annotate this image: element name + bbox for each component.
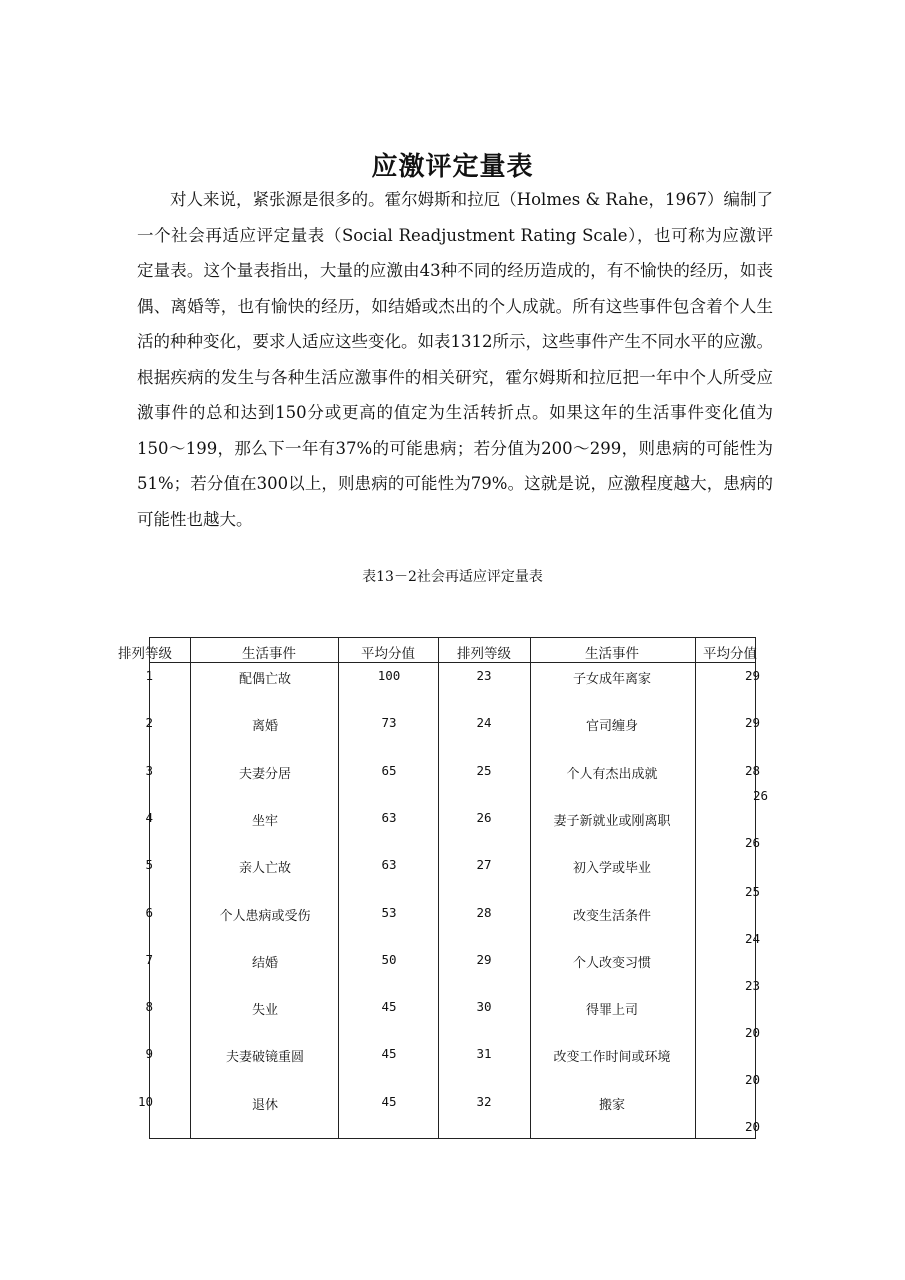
paragraph-text: 对人来说，紧张源是很多的。霍尔姆斯和拉厄（Holmes & Rahe，1967）编制了一个社会再适应评定量表（Social Readjustment Rating Scale），也可称为应激评定量表。这个量表指出，大量的应激由43种不同的经历造成的，有不愉快的经历，如丧偶、离婚等，也有愉快的经历，如结婚或杰出的个人成就。所有这些事件包含着个人生活的种种变化，要求人适应这些变化。如表1312所示，这些事件产生不同水平的应激。根据疾病的发生与各种生活应激事件的相关研究，霍尔姆斯和拉厄把一年中个人所受应激事件的总和达到150分或更高的值定为生活转折点。如果这年的生活事件变化值为150～199，那么下一年有37%的可能患病；若分值为200～299，则患病的可能性为51%；若分值在300以上，则患病的可能性为79%。这就是说，应激程度越大，患病的可能性也越大。	[137, 190, 773, 529]
score-cell: 63	[381, 857, 397, 873]
rank-cell: 27	[476, 857, 492, 873]
rank-cell: 29	[476, 951, 492, 967]
score-cell: 45	[381, 999, 397, 1015]
rank-cell: 1	[145, 668, 153, 683]
score-cell: 20	[745, 1025, 761, 1040]
event-cell: 个人有杰出成就	[566, 766, 658, 782]
header-event-right: 生活事件	[585, 646, 639, 662]
rank-cell: 26	[476, 809, 492, 825]
header-divider	[150, 662, 755, 663]
column-divider	[438, 638, 439, 1138]
header-event-left: 生活事件	[242, 646, 296, 662]
event-cell: 改变生活条件	[572, 908, 652, 924]
score-cell: 28	[745, 763, 761, 778]
rating-scale-table	[118, 637, 769, 1139]
score-cell: 25	[745, 884, 761, 899]
rank-cell: 8	[145, 999, 153, 1015]
intro-paragraph	[137, 182, 773, 537]
rank-cell: 2	[145, 715, 153, 731]
event-cell: 亲人亡故	[238, 861, 292, 877]
score-cell: 23	[745, 978, 761, 993]
document-title: 应激评定量表	[371, 152, 534, 182]
score-cell: 53	[381, 904, 397, 920]
score-cell: 45	[381, 1093, 397, 1109]
score-cell: 20	[745, 1072, 761, 1087]
score-cell: 50	[381, 951, 397, 967]
score-cell: 65	[381, 762, 397, 778]
rank-cell: 31	[476, 1046, 492, 1062]
score-cell: 63	[381, 809, 397, 825]
event-cell: 初入学或毕业	[572, 861, 652, 877]
rank-cell: 6	[145, 904, 153, 920]
event-cell: 夫妻分居	[238, 766, 292, 782]
event-cell: 退休	[251, 1097, 279, 1113]
event-cell: 坐牢	[251, 813, 279, 829]
event-cell: 个人患病或受伤	[219, 908, 311, 924]
score-cell: 45	[381, 1046, 397, 1062]
score-cell: 24	[745, 931, 761, 946]
column-divider	[190, 638, 191, 1138]
rank-cell: 23	[476, 668, 492, 683]
header-rank-right: 排列等级	[457, 646, 511, 662]
column-divider	[338, 638, 339, 1138]
score-cell: 29	[745, 668, 761, 683]
event-cell: 离婚	[251, 719, 279, 735]
score-cell: 20	[745, 1119, 761, 1134]
rank-cell: 3	[145, 762, 153, 778]
rank-cell: 32	[476, 1093, 492, 1109]
event-cell: 妻子新就业或刚离职	[553, 813, 671, 829]
rank-cell: 10	[137, 1093, 153, 1109]
score-cell: 26	[745, 835, 761, 850]
event-cell: 失业	[251, 1003, 279, 1019]
score-cell: 100	[377, 668, 401, 683]
table-caption: 表13－2社会再适应评定量表	[362, 569, 543, 585]
header-rank-left: 排列等级	[118, 646, 172, 662]
event-cell: 个人改变习惯	[572, 955, 652, 971]
column-divider	[530, 638, 531, 1138]
rank-cell: 25	[476, 762, 492, 778]
rank-cell: 7	[145, 951, 153, 967]
event-cell: 配偶亡故	[238, 672, 292, 687]
score-cell: 26	[753, 788, 769, 803]
rank-cell: 4	[145, 809, 153, 825]
score-cell: 29	[745, 715, 761, 730]
event-cell: 官司缠身	[585, 719, 639, 735]
rank-cell: 24	[476, 715, 492, 731]
header-score-left: 平均分值	[361, 646, 415, 662]
event-cell: 结婚	[251, 955, 279, 971]
rank-cell: 5	[145, 857, 153, 873]
header-score-right: 平均分值	[703, 646, 757, 662]
rank-cell: 30	[476, 999, 492, 1015]
event-cell: 子女成年离家	[572, 672, 652, 687]
rank-cell: 28	[476, 904, 492, 920]
event-cell: 搬家	[598, 1097, 626, 1113]
event-cell: 得罪上司	[585, 1003, 639, 1019]
event-cell: 改变工作时间或环境	[553, 1050, 671, 1066]
event-cell: 夫妻破镜重圆	[225, 1050, 305, 1066]
rank-cell: 9	[145, 1046, 153, 1062]
score-cell: 73	[381, 715, 397, 731]
column-divider	[695, 638, 696, 1138]
